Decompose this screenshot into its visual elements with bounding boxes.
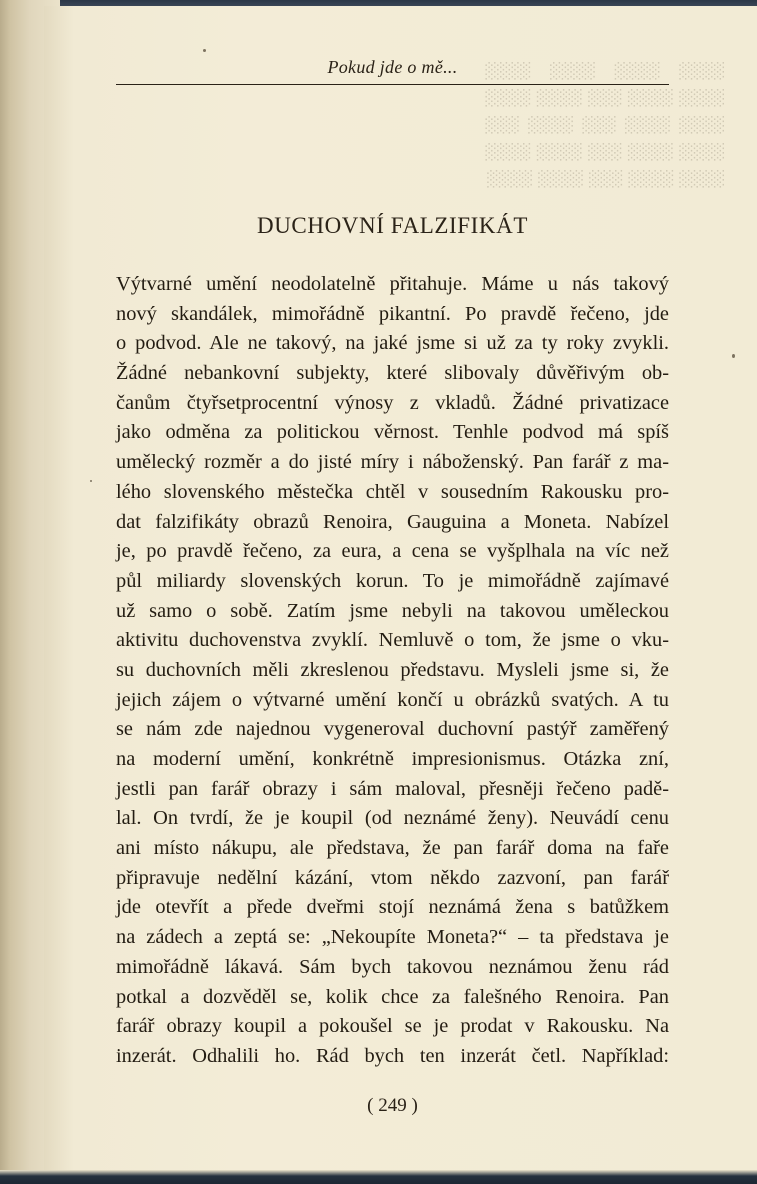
body-line: su duchovních měli zkreslenou představu. Mysleli jsme si, že: [116, 658, 669, 681]
page-number: ( 249 ): [367, 1095, 418, 1116]
body-line: dat falzifikáty obrazů Renoira, Gauguina a Moneta. Nabízel: [116, 510, 669, 533]
body-line: jde otevřít a přede dveřmi stojí neznámá žena s batůžkem: [116, 896, 669, 919]
body-line: umělecký rozměr a do jisté míry i náboženský. Pan farář z ma-: [116, 451, 669, 474]
body-line: je, po pravdě řečeno, za eura, a cena se vyšplhala na víc než: [116, 540, 669, 563]
body-line: už samo o sobě. Zatím jsme nebyli na takovou uměleckou: [116, 599, 669, 622]
body-line: inzerát. Odhalili ho. Rád bych ten inzerát četl. Například:: [116, 1044, 669, 1067]
paper-speck: [203, 49, 206, 52]
body-line: aktivitu duchovenstva zvyklí. Nemluvě o tom, že jsme o vku-: [116, 629, 669, 652]
scanner-edge-bottom: [0, 1170, 757, 1184]
body-line: mimořádně lákavá. Sám bych takovou neznámou ženu rád: [116, 955, 669, 978]
body-line: o podvod. Ale ne takový, na jaké jsme si už za ty roky zvykli.: [116, 332, 669, 355]
body-line: připravuje nedělní kázání, vtom někdo zazvoní, pan farář: [116, 866, 669, 889]
body-line: nový skandálek, mimořádně pikantní. Po pravdě řečeno, jde: [116, 302, 669, 325]
chapter-title: DUCHOVNÍ FALZIFIKÁT: [257, 213, 528, 238]
body-line: Výtvarné umění neodolatelně přitahuje. Máme u nás takový: [116, 273, 669, 295]
body-line: na moderní umění, konkrétně impresionismus. Otázka zní,: [116, 748, 669, 770]
body-line: na zádech a zeptá se: „Nekoupíte Moneta?“ – ta představa je: [116, 926, 669, 949]
body-line: Žádné nebankovní subjekty, které slibovaly důvěřivým ob-: [116, 362, 669, 385]
body-line: jako odměna za politickou věrnost. Tenhle podvod má spíš: [116, 421, 669, 444]
paper-speck: [732, 354, 735, 358]
body-line: půl miliardy slovenských korun. To je mimořádně zajímavé: [116, 569, 669, 592]
body-line: se nám zde najednou vygeneroval duchovní pastýř zaměřený: [116, 718, 669, 741]
body-line: potkal a dozvěděl se, kolik chce za falešného Renoira. Pan: [116, 985, 669, 1008]
body-line: jejich zájem o výtvarné umění končí u obrázků svatých. A tu: [116, 688, 669, 711]
body-line: farář obrazy koupil a pokoušel se je prodat v Rakousku. Na: [116, 1015, 669, 1038]
show-through-text: ░░░░ ░░░░ ░░░░ ░░░░ ░░░░ ░░░░ ░░░ ░░░░ ░░░░ ░░░░ ░░░░ ░░░ ░░░░ ░░░ ░░░░ ░░░░ ░░░ ░░░░ ░░░░ ░░░░ ░░░░ ░░░ ░░░░ ░░░░: [484, 62, 724, 188]
body-line: čanům čtyřsetprocentní výnosy z vkladů. Žádné privatizace: [116, 391, 669, 414]
body-line: lal. On tvrdí, že je koupil (od neznámé ženy). Neuvádí cenu: [116, 807, 669, 830]
body-line: lého slovenského městečka chtěl v sousedním Rakousku pro-: [116, 480, 669, 503]
body-line: jestli pan farář obrazy i sám maloval, přesněji řečeno padě-: [116, 777, 669, 800]
paper-speck: [90, 480, 92, 482]
body-text: [116, 270, 669, 1072]
header-rule: [116, 84, 669, 85]
running-head: Pokud jde o mě...: [327, 57, 458, 77]
body-line: ani místo nákupu, ale představa, že pan farář doma na faře: [116, 837, 669, 860]
